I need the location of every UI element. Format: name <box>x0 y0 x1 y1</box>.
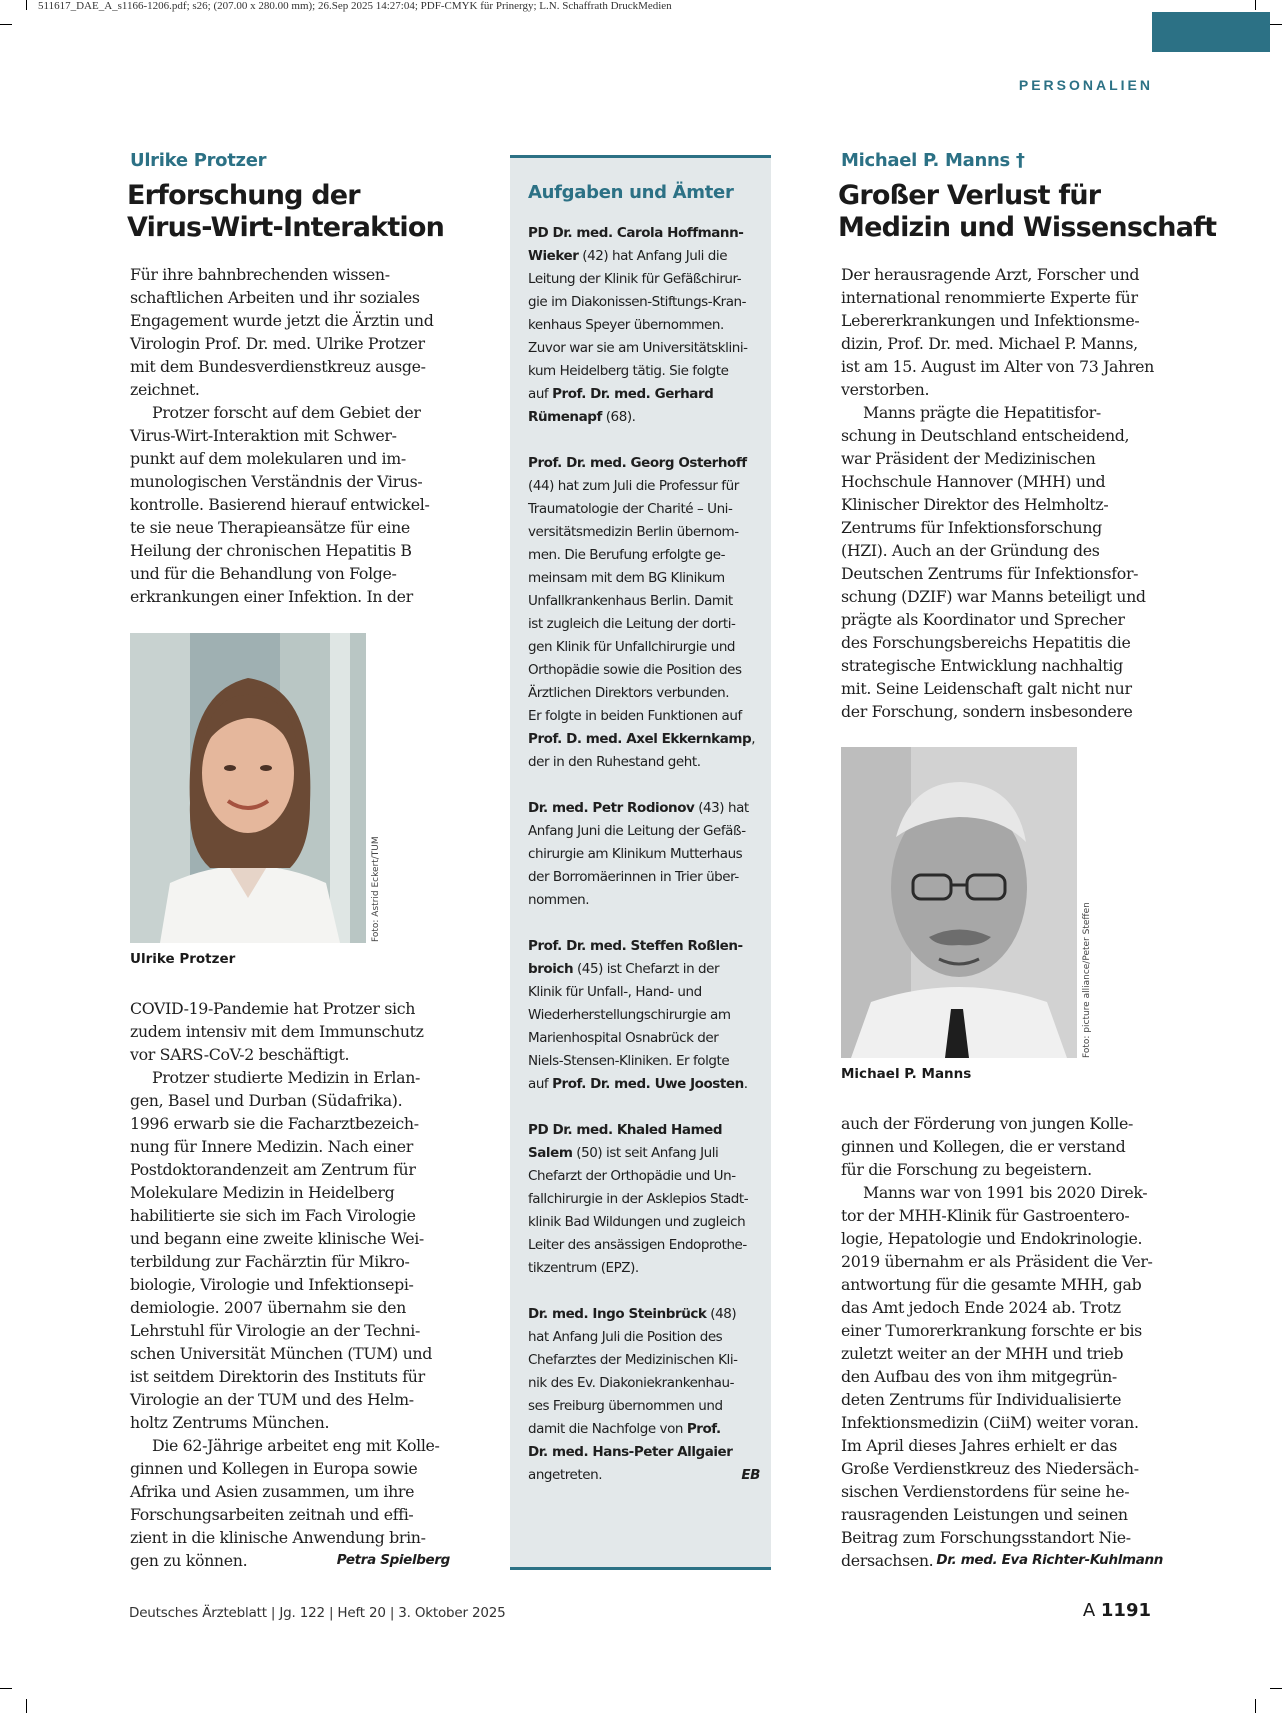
body-line: ist seitdem Direktorin des Instituts für <box>130 1367 425 1386</box>
section-color-tab <box>1152 12 1270 52</box>
sidebar-line: Chefarzt der Orthopädie und Un- <box>528 1168 736 1184</box>
body-line: international renommierte Experte für <box>841 288 1138 307</box>
body-line: tor der MHH-Klinik für Gastroentero- <box>841 1206 1130 1225</box>
body-line: Hochschule Hannover (MHH) und <box>841 472 1106 491</box>
sidebar-line: Dr. med. Ingo Steinbrück (48) <box>528 1306 737 1322</box>
body-line: nung für Innere Medizin. Nach einer <box>130 1137 413 1156</box>
body-line: schen Universität München (TUM) und <box>130 1344 432 1363</box>
body-line: Zentrums für Infektionsforschung <box>841 518 1102 537</box>
sidebar-line: Rümenapf (68). <box>528 409 636 425</box>
sidebar-line: meinsam mit dem BG Klinikum <box>528 570 725 586</box>
body-line: vor SARS-CoV-2 beschäftigt. <box>130 1045 350 1064</box>
body-line: mit. Seine Leidenschaft galt nicht nur <box>841 679 1132 698</box>
sidebar-line: Prof. D. med. Axel Ekkernkamp, <box>528 731 756 747</box>
section-label: PERSONALIEN <box>1018 77 1153 93</box>
body-line: schaftlichen Arbeiten und ihr soziales <box>130 288 420 307</box>
sidebar-line: Niels-Stensen-Kliniken. Er folgte <box>528 1053 730 1069</box>
author-signature: Petra Spielberg <box>336 1552 450 1568</box>
body-line: Virologie an der TUM und des Helm- <box>130 1390 414 1409</box>
sidebar-line: chirurgie am Klinikum Mutterhaus <box>528 846 743 862</box>
body-line: munologischen Verständnis der Virus- <box>130 472 423 491</box>
body-line: Infektionsmedizin (CiiM) weiter voran. <box>841 1413 1139 1432</box>
body-line: rausragenden Leistungen und seinen <box>841 1505 1128 1524</box>
body-line: (HZI). Auch an der Gründung des <box>841 541 1100 560</box>
body-line: Manns prägte die Hepatitisfor- <box>863 403 1101 422</box>
body-line: schung in Deutschland entscheidend, <box>841 426 1130 445</box>
body-line: Virologin Prof. Dr. med. Ulrike Protzer <box>130 334 425 353</box>
right-article-body-top <box>841 263 1161 723</box>
body-line: antwortung für die gesamte MHH, gab <box>841 1275 1142 1294</box>
body-line: gen zu können. Petra Spielberg <box>130 1551 450 1570</box>
body-line: Im April dieses Jahres erhielt er das <box>841 1436 1117 1455</box>
body-line: terbildung zur Fachärztin für Mikro- <box>130 1252 410 1271</box>
sidebar-line: Dr. med. Hans-Peter Allgaier <box>528 1444 733 1460</box>
body-line: Beitrag zum Forschungsstandort Nie- <box>841 1528 1131 1547</box>
sidebar-line: Leiter des ansässigen Endoprothe- <box>528 1237 747 1253</box>
sidebar-line: Zuvor war sie am Universitätsklini- <box>528 340 748 356</box>
crop-mark <box>0 24 12 25</box>
body-line: den Aufbau des von ihm mitgegrün- <box>841 1367 1117 1386</box>
body-line: zudem intensiv mit dem Immunschutz <box>130 1022 424 1041</box>
body-line: biologie, Virologie und Infektionsepi- <box>130 1275 414 1294</box>
sidebar-line: nommen. <box>528 892 590 908</box>
crop-mark <box>1270 1688 1282 1689</box>
sidebar-line: Salem (50) ist seit Anfang Juli <box>528 1145 719 1161</box>
right-article-headline: Großer Verlust für Medizin und Wissenschaft <box>838 180 1217 243</box>
body-line: und begann eine zweite klinische Wei- <box>130 1229 424 1248</box>
crop-mark <box>1255 1699 1256 1713</box>
photo-credit-protzer: Foto: Astrid Eckert/TUM <box>371 836 381 942</box>
left-article-headline: Erforschung der Virus-Wirt-Interaktion <box>127 180 445 243</box>
sidebar-line: versitätsmedizin Berlin übernom- <box>528 524 739 540</box>
caption-manns: Michael P. Manns <box>841 1066 972 1082</box>
sidebar-line <box>528 774 760 797</box>
body-line: ginnen und Kollegen in Europa sowie <box>130 1459 418 1478</box>
body-line: dersachsen. Dr. med. Eva Richter-Kuhlmann <box>841 1551 1163 1570</box>
body-line: Klinischer Direktor des Helmholtz- <box>841 495 1109 514</box>
sidebar-line: Wiederherstellungschirurgie am <box>528 1007 731 1023</box>
caption-protzer: Ulrike Protzer <box>130 951 236 967</box>
body-line: auch der Förderung von jungen Kolle- <box>841 1114 1133 1133</box>
sidebar-line: Leitung der Klinik für Gefäßchirur- <box>528 271 742 287</box>
body-line: te sie neue Therapieansätze für eine <box>130 518 410 537</box>
sidebar-line <box>528 429 760 452</box>
portrait-photo-manns <box>841 747 1077 1058</box>
body-line: Lehrstuhl für Virologie an der Techni- <box>130 1321 420 1340</box>
body-line: Protzer forscht auf dem Gebiet der <box>152 403 421 422</box>
sidebar-line: Traumatologie der Charité – Uni- <box>528 501 733 517</box>
body-line: das Amt jedoch Ende 2024 ab. Trotz <box>841 1298 1121 1317</box>
body-line: habilitierte sie sich im Fach Virologie <box>130 1206 416 1225</box>
body-line: mit dem Bundesverdienstkreuz ausge- <box>130 357 426 376</box>
sidebar-line: kum Heidelberg tätig. Sie folgte <box>528 363 729 379</box>
sidebar-line: Prof. Dr. med. Steffen Roßlen- <box>528 938 743 954</box>
sidebar-line: damit die Nachfolge von Prof. <box>528 1421 721 1437</box>
sidebar-line: Unfallkrankenhaus Berlin. Damit <box>528 593 733 609</box>
body-line: ginnen und Kollegen, die er verstand <box>841 1137 1126 1156</box>
sidebar-line: Dr. med. Petr Rodionov (43) hat <box>528 800 749 816</box>
sidebar-line: (44) hat zum Juli die Professur für <box>528 478 739 494</box>
body-line: kontrolle. Basierend hierauf entwickel- <box>130 495 430 514</box>
body-line: Postdoktorandenzeit am Zentrum für <box>130 1160 416 1179</box>
body-line: Virus-Wirt-Interaktion mit Schwer- <box>130 426 397 445</box>
sidebar-line: PD Dr. med. Carola Hoffmann- <box>528 225 744 241</box>
portrait-photo-protzer <box>130 633 366 943</box>
sidebar-line: tikzentrum (EPZ). <box>528 1260 639 1276</box>
body-line: sischen Verdienstordens für seine he- <box>841 1482 1130 1501</box>
body-line: Afrika und Asien zusammen, um ihre <box>130 1482 415 1501</box>
crop-mark <box>1255 0 1256 10</box>
body-line: verstorben. <box>841 380 930 399</box>
body-line: COVID-19-Pandemie hat Protzer sich <box>130 999 416 1018</box>
author-signature: Dr. med. Eva Richter-Kuhlmann <box>936 1552 1163 1568</box>
sidebar-line: auf Prof. Dr. med. Gerhard <box>528 386 714 402</box>
body-line: 1996 erwarb sie die Facharztbezeich- <box>130 1114 419 1133</box>
body-line: erkrankungen einer Infektion. In der <box>130 587 413 606</box>
sidebar-line: angetreten. EB <box>528 1464 760 1487</box>
body-line: Forschungsarbeiten zeitnah und effi- <box>130 1505 414 1524</box>
body-line: Lebererkrankungen und Infektionsme- <box>841 311 1140 330</box>
body-line: ist am 15. August im Alter von 73 Jahren <box>841 357 1154 376</box>
sidebar-line: men. Die Berufung erfolgte ge- <box>528 547 726 563</box>
body-line: war Präsident der Medizinischen <box>841 449 1096 468</box>
body-line: zeichnet. <box>130 380 200 399</box>
crop-mark <box>0 1688 12 1689</box>
sidebar-author: EB <box>741 1467 760 1483</box>
body-line: Die 62-Jährige arbeitet eng mit Kolle- <box>152 1436 440 1455</box>
sidebar-line: gen Klinik für Unfallchirurgie und <box>528 639 736 655</box>
left-article-body-top <box>130 263 450 608</box>
journal-footer: Deutsches Ärzteblatt | Jg. 122 | Heft 20 | 3. Oktober 2025 <box>129 1605 506 1621</box>
sidebar-line: Er folgte in beiden Funktionen auf <box>528 708 742 724</box>
sidebar-line: kenhaus Speyer übernommen. <box>528 317 724 333</box>
sidebar-line: Orthopädie sowie die Position des <box>528 662 742 678</box>
body-line: demiologie. 2007 übernahm sie den <box>130 1298 406 1317</box>
sidebar-line: klinik Bad Wildungen und zugleich <box>528 1214 746 1230</box>
sidebar-line: der in den Ruhestand geht. <box>528 754 701 770</box>
sidebar-line: broich (45) ist Chefarzt in der <box>528 961 720 977</box>
sidebar-line: Ärztlichen Direktors verbunden. <box>528 685 730 701</box>
sidebar-title: Aufgaben und Ämter <box>528 182 734 203</box>
left-article-name: Ulrike Protzer <box>130 150 267 171</box>
sidebar-line: Prof. Dr. med. Georg Osterhoff <box>528 455 747 471</box>
body-line: gen, Basel und Durban (Südafrika). <box>130 1091 403 1110</box>
sidebar-line: Klinik für Unfall-, Hand- und <box>528 984 702 1000</box>
photo-credit-manns: Foto: picture alliance/Peter Steffen <box>1082 902 1092 1058</box>
sidebar-text <box>528 222 760 1487</box>
sidebar-line: PD Dr. med. Khaled Hamed <box>528 1122 723 1138</box>
body-line: einer Tumorerkrankung forschte er bis <box>841 1321 1142 1340</box>
crop-mark <box>26 1699 27 1713</box>
sidebar-line: Wieker (42) hat Anfang Juli die <box>528 248 728 264</box>
sidebar-line: nik des Ev. Diakoniekrankenhau- <box>528 1375 734 1391</box>
sidebar-line: fallchirurgie in der Asklepios Stadt- <box>528 1191 749 1207</box>
sidebar-line: Marienhospital Osnabrück der <box>528 1030 719 1046</box>
body-line: zient in die klinische Anwendung brin- <box>130 1528 426 1547</box>
page-number: A 1191 <box>1082 1600 1151 1621</box>
body-line: strategische Entwicklung nachhaltig <box>841 656 1123 675</box>
sidebar-line: gie im Diakonissen-Stiftungs-Kran- <box>528 294 747 310</box>
sidebar-line: auf Prof. Dr. med. Uwe Joosten. <box>528 1076 748 1092</box>
sidebar-line <box>528 912 760 935</box>
body-line: schung (DZIF) war Manns beteiligt und <box>841 587 1146 606</box>
right-article-name: Michael P. Manns † <box>841 150 1025 171</box>
body-line: prägte als Koordinator und Sprecher <box>841 610 1125 629</box>
body-line: Für ihre bahnbrechenden wissen- <box>130 265 390 284</box>
body-line: Heilung der chronischen Hepatitis B <box>130 541 412 560</box>
body-line: punkt auf dem molekularen und im- <box>130 449 406 468</box>
body-line: Engagement wurde jetzt die Ärztin und <box>130 311 434 330</box>
body-line: zuletzt weiter an der MHH und trieb <box>841 1344 1124 1363</box>
sidebar-line: ses Freiburg übernommen und <box>528 1398 723 1414</box>
body-line: Der herausragende Arzt, Forscher und <box>841 265 1140 284</box>
body-line: Große Verdienstkreuz des Niedersäch- <box>841 1459 1139 1478</box>
body-line: und für die Behandlung von Folge- <box>130 564 397 583</box>
body-line: logie, Hepatologie und Endokrinologie. <box>841 1229 1143 1248</box>
body-line: Molekulare Medizin in Heidelberg <box>130 1183 395 1202</box>
body-line: Protzer studierte Medizin in Erlan- <box>152 1068 421 1087</box>
sidebar-line: ist zugleich die Leitung der dorti- <box>528 616 736 632</box>
crop-mark <box>1270 24 1282 25</box>
body-line: holtz Zentrums München. <box>130 1413 330 1432</box>
left-article-body-bottom <box>130 997 450 1572</box>
body-line: dizin, Prof. Dr. med. Michael P. Manns, <box>841 334 1138 353</box>
body-line: 2019 übernahm er als Präsident die Ver- <box>841 1252 1153 1271</box>
sidebar-line <box>528 1280 760 1303</box>
body-line: deten Zentrums für Individualisierte <box>841 1390 1122 1409</box>
body-line: der Forschung, sondern insbesondere <box>841 702 1133 721</box>
crop-mark <box>26 0 27 10</box>
right-article-body-bottom <box>841 1112 1163 1572</box>
sidebar-line: Anfang Juni die Leitung der Gefäß- <box>528 823 746 839</box>
sidebar-line <box>528 1096 760 1119</box>
sidebar-line: Chefarztes der Medizinischen Kli- <box>528 1352 738 1368</box>
body-line: Deutschen Zentrums für Infektionsfor- <box>841 564 1139 583</box>
body-line: Manns war von 1991 bis 2020 Direk- <box>863 1183 1148 1202</box>
sidebar-line: hat Anfang Juli die Position des <box>528 1329 723 1345</box>
body-line: für die Forschung zu begeistern. <box>841 1160 1092 1179</box>
sidebar-line: der Borromäerinnen in Trier über- <box>528 869 739 885</box>
body-line: des Forschungsbereichs Hepatitis die <box>841 633 1131 652</box>
print-info: 511617_DAE_A_s1166-1206.pdf; s26; (207.00 x 280.00 mm); 26.Sep 2025 14:27:04; PDF-CMYK für Prinergy; L.N. Schaffrath DruckMedien <box>38 0 672 12</box>
